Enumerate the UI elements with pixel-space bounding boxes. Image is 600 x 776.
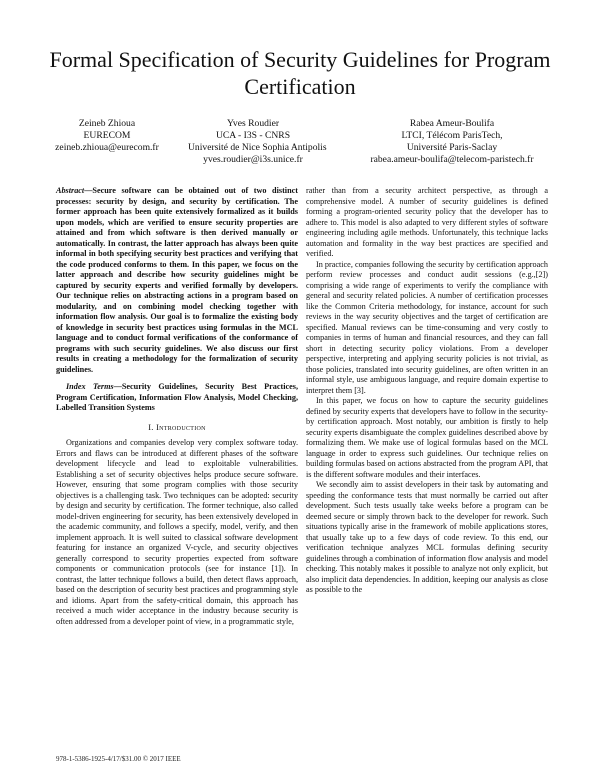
body-paragraph: rather than from a security architect perspective, as through a comprehensive model. A number of security guidelines is defined forming a program-oriented security policy that the developer has to adhere to. This model is also adapted to very different styles of software engineering including agile methods. Unfortunately, this technique lacks automation and formality in the way best practices are specified and verified. xyxy=(306,186,548,258)
author-email: zeineb.zhioua@eurecom.fr xyxy=(55,142,159,153)
copyright-footer: 978-1-5386-1925-4/17/$31.00 © 2017 IEEE xyxy=(56,755,181,763)
author-name: Rabea Ameur-Boulifa xyxy=(409,118,495,129)
body-paragraph: Organizations and companies develop very complex software today. Errors and flaws can be introduced at different phases of the software development lifecycle and lead to exploitable vulnerabilities. Establishing a set of security objectives helps produce secure software. However, ensuring that some program complies with those security objectives is a challenging task. Two techniques can be adopted: security by design and security by certification. The former technique, also called model-driven engineering for security, has been extensively developed in the academic community, and follows a specify, model, verify, and then implement approach. It is well suited to classical software development featuring for instance an organized V-cycle, and security objectives generally correspond to security properties expected from software components or communication protocols (see for instance [1]). In contrast, the latter technique follows a build, then detect flaws approach, based on the description of security best practices and programming style and idioms. Apart from the safety-critical domain, this approach has received a much wider acceptance in the industry because security is often addressed from a developer point of view, in a programmatic style, xyxy=(56,438,298,626)
author-affiliation-2: Université de Nice Sophia Antipolis xyxy=(188,142,327,153)
author-affiliation: LTCI, Télécom ParisTech, xyxy=(401,130,503,141)
abstract-text: —Secure software can be obtained out of two distinct processes: security by design, and security by certification. The former approach has been quite extensively formalized as it builds upon models, which are verified to ensure security properties are attained and from which software is then derived manually or automatically. In contrast, the latter approach has always been quite informal in both specifying security best practices and verifying that the code produced conforms to them. In this paper, we focus on the latter approach and describe how security guidelines might be captured by security experts and verified formally by developers. Our technique relies on abstracting actions in a program based on modularity, and on combining model checking together with information flow analysis. Our goal is to formalize the existing body of knowledge in security best practices using formulas in the MCL language and to conduct formal verifications of the conformance of programs with such security guidelines. We also discuss our first results in creating a methodology for the formalization of security guidelines. xyxy=(56,186,298,374)
author-2 xyxy=(188,118,327,166)
author-block xyxy=(52,118,552,178)
author-email: rabea.ameur-boulifa@telecom-paristech.fr xyxy=(370,154,534,165)
index-terms xyxy=(56,382,298,414)
body-paragraph: In this paper, we focus on how to capture the security guidelines defined by security experts that developers have to follow in the security-by certification approach. Most notably, our ambition is firstly to help security experts disambiguate the complex guidelines described above by formalizing them. We make use of logical formulas based on the MCL language in order to express such guidelines. Our technique relies on building formulas based on actions abstracted from the program API, that is the different software modules and their interfaces. xyxy=(306,396,548,479)
author-name: Zeineb Zhioua xyxy=(78,118,136,129)
section-heading-introduction: I. Introduction xyxy=(148,422,206,432)
author-affiliation: UCA - I3S - CNRS xyxy=(215,130,291,141)
author-name: Yves Roudier xyxy=(226,118,280,129)
body-paragraph: In practice, companies following the security by certification approach perform review processes and conduct audit sessions (e.g.,[2]) comprising a wide range of experiments to verify the compliance with general and security related policies. A number of certification processes like the Common Criteria methodology, for instance, account for such reviews in the way security objectives and the target of certification are specified. Manual reviews can be time-consuming and very costly to companies in terms of human and financial resources, and they can fall short in detecting security policy violations. From a developer perspective, interpreting and applying security policies is not trivial, as those policies, translated into security guidelines, are often written in an informal style, use ambiguous language, and require domain expertise to interpret them [3]. xyxy=(306,259,548,395)
author-affiliation-2: Université Paris-Saclay xyxy=(406,142,498,153)
right-column xyxy=(306,186,548,596)
index-terms-label: Index Terms xyxy=(66,382,114,391)
index-terms-text: —Security Guidelines, Security Best Practices, Program Certification, Information Flow Analysis, Model Checking, Labelled Transition Systems xyxy=(56,382,298,412)
author-3 xyxy=(352,118,552,166)
body-paragraph: We secondly aim to assist developers in their task by automating and speeding the conformance tests that must normally be carried out after development. Such tests usually take weeks before a program can be deemed secure or simply thrown back to the developer for rework. Such situations typically arise in the framework of mobile applications stores, that usually take up to a few days of code review. To this end, our verification technique analyzes MCL formulas defining security guidelines through a combination of information flow analysis and model checking. This notably makes it possible to analyze not only explicit, but also implicit data dependencies. In addition, keeping our analysis as close as possible to the xyxy=(306,480,548,594)
abstract-label: Abstract xyxy=(56,186,85,195)
left-column xyxy=(56,186,298,627)
author-affiliation: EURECOM xyxy=(83,130,131,141)
author-1 xyxy=(52,118,162,154)
author-email: yves.roudier@i3s.unice.fr xyxy=(203,154,303,165)
paper-title: Formal Specification of Security Guidelines for Program Certification xyxy=(49,47,551,99)
abstract xyxy=(56,186,298,375)
